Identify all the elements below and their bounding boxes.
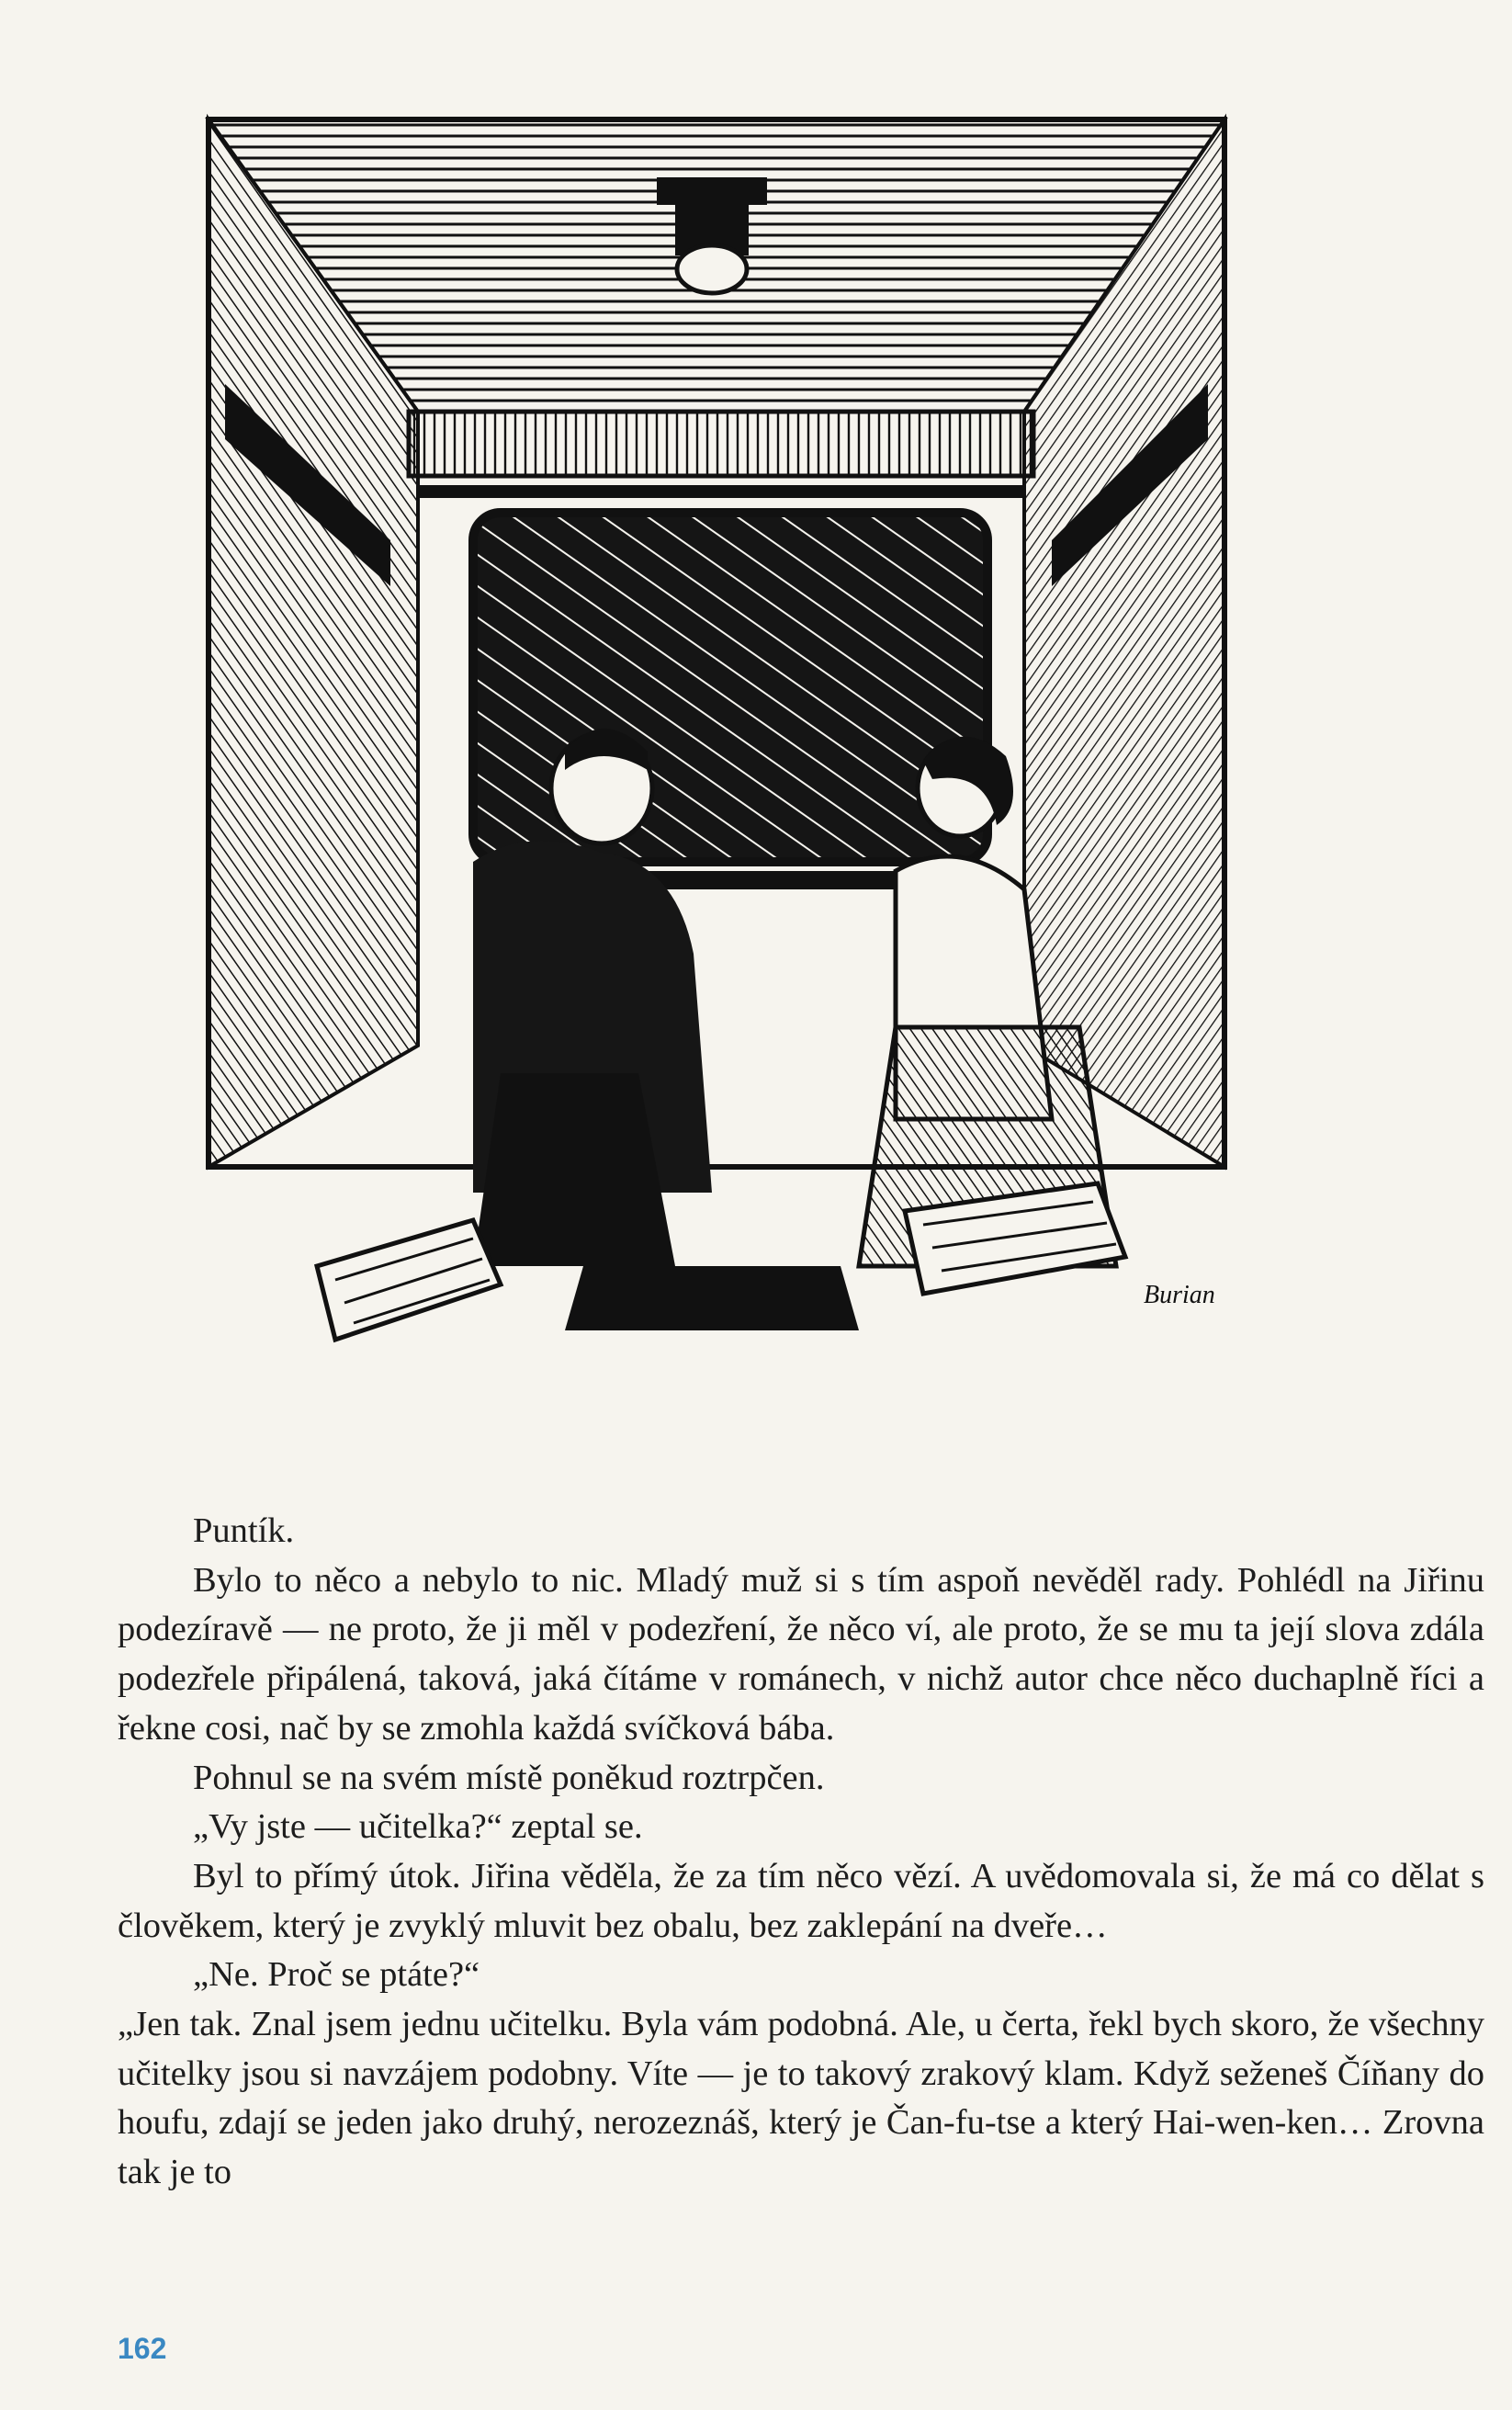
- paragraph: Byl to přímý útok. Jiřina věděla, že za tím něco vězí. A uvědomovala si, že má co dělat s člověkem, který je zvyklý mluvit bez obalu, bez zaklepání na dveře…: [118, 1856, 1484, 1945]
- illustration-drawing: [197, 108, 1236, 1390]
- page-number: 162: [118, 2332, 167, 2365]
- paragraph: „Jen tak. Znal jsem jednu učitelku. Byla vám podobná. Ale, u čerta, řekl bych skoro, že všechny učitelky jsou si navzájem podobny. Víte — je to takový zrakový klam. Když seženeš Číňany do houfu, zdají se jeden jako druhý, nerozeznáš, který je Čan-fu-tse a který Hai-wen-ken… Zrovna tak je to: [118, 2005, 1484, 2192]
- paragraph: „Vy jste — učitelka?“ zeptal se.: [193, 1807, 643, 1847]
- illustration-signature: Burian: [1144, 1281, 1215, 1309]
- train-compartment-illustration: [197, 108, 1236, 1390]
- paragraph: Puntík.: [193, 1511, 295, 1550]
- paragraph: Pohnul se na svém místě poněkud roztrpčen.: [193, 1758, 825, 1797]
- paragraph: „Ne. Proč se ptáte?“: [193, 1955, 480, 1995]
- body-text: [118, 1507, 1484, 2198]
- paragraph: Bylo to něco a nebylo to nic. Mladý muž si s tím aspoň nevěděl rady. Pohlédl na Jiřinu podezíravě — ne proto, že ji měl v podezření, že něco ví, ale proto, že se mu ta její slova zdála podezřele připálená, taková, jaká čítáme v románech, v nichž autor chce něco duchaplně říci a řekne cosi, nač by se zmohla každá svíčková bába.: [118, 1560, 1484, 1748]
